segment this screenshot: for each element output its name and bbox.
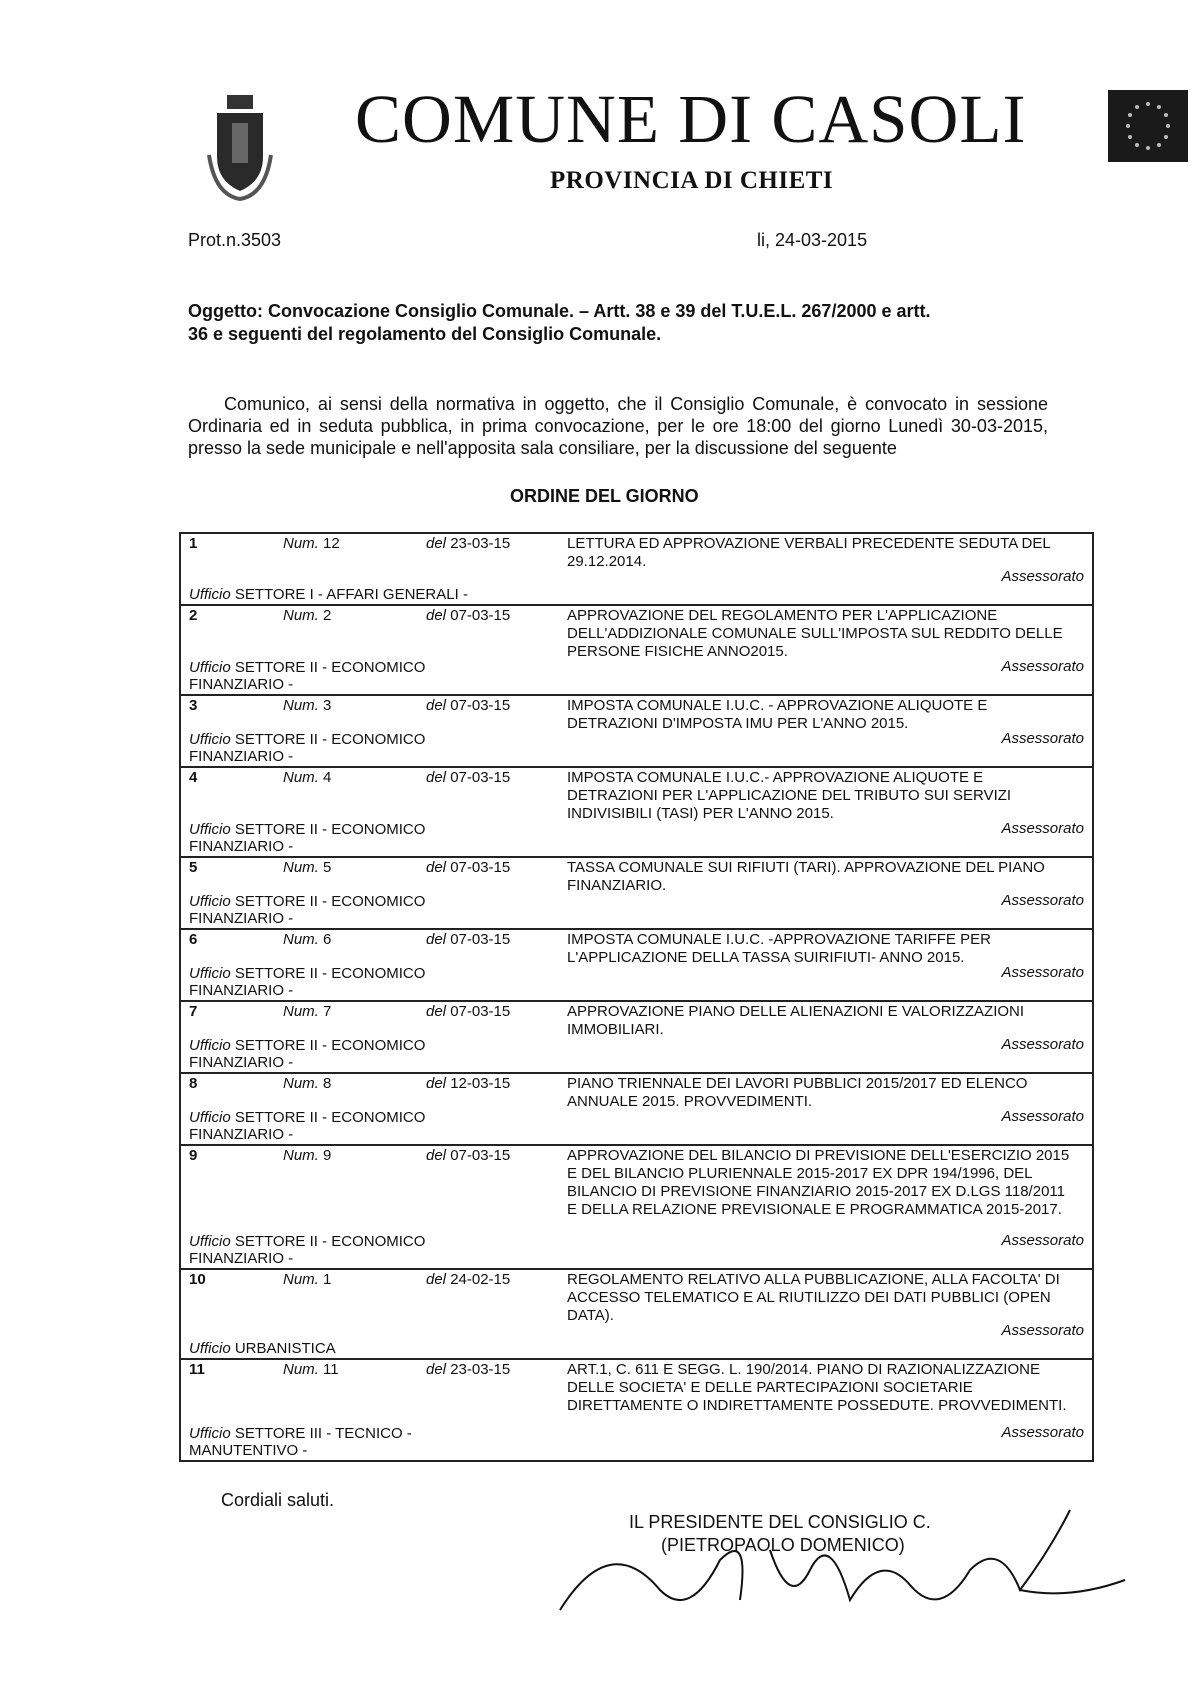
- del-label: del: [426, 1003, 451, 1020]
- item-text: ART.1, C. 611 E SEGG. L. 190/2014. PIANO DI RAZIONALIZZAZIONE DELLE SOCIETA' E DELLE PARTECIPAZIONI SOCIETARIE DIRETTAMENTE O INDIRETTAMENTE POSSEDUTE. PROVVEDIMENTI.: [567, 1361, 1067, 1414]
- agenda-row: [181, 1270, 1092, 1360]
- agenda-item-date: [426, 1003, 510, 1020]
- num-label: Num.: [283, 697, 324, 714]
- assessorato-label: Assessorato: [1001, 1424, 1084, 1441]
- del-label: del: [426, 697, 451, 714]
- item-text: APPROVAZIONE DEL BILANCIO DI PREVISIONE DELL'ESERCIZIO 2015 E DEL BILANCIO PLURIENNALE 2015-2017 EX DPR 194/1996, DEL BILANCIO DI PREVISIONE FINANZIARIO 2015-2017 EX D.LGS 118/2011 E DELLA RELAZIONE PREVISIONALE E PROGRAMMATICA 2015-2017.: [567, 1147, 1070, 1218]
- ufficio-label: Ufficio: [189, 731, 235, 748]
- agenda-item-num: [283, 1361, 339, 1378]
- del-value: 24-02-15: [450, 1271, 511, 1288]
- agenda-row: [181, 696, 1092, 768]
- agenda-item-date: [426, 769, 510, 786]
- num-value: 6: [323, 931, 332, 948]
- del-value: 07-03-15: [450, 769, 511, 786]
- agenda-item-office: [189, 893, 479, 927]
- eu-flag-logo: [1108, 90, 1188, 162]
- del-label: del: [426, 1147, 451, 1164]
- agenda-item-office: [189, 965, 479, 999]
- intro-text: Comunico, ai sensi della normativa in oggetto, che il Consiglio Comunale, è convocato in sessione Ordinaria ed in seduta pubblica, in prima convocazione, per le ore 18:00 del giorno Lunedì 30-03-2015, presso la sede municipale e nell'apposita sala consiliare, per la discussione del seguente: [188, 394, 1048, 458]
- agenda-item-office: [189, 1425, 479, 1459]
- num-label: Num.: [283, 1075, 324, 1092]
- agenda-item-num: [283, 1003, 331, 1020]
- agenda-item-number: [189, 1075, 197, 1092]
- ufficio-label: Ufficio: [189, 1425, 235, 1442]
- agenda-item-date: [426, 1075, 510, 1092]
- agenda-item-office: [189, 731, 479, 765]
- ufficio-label: Ufficio: [189, 1109, 235, 1126]
- agenda-item-date: [426, 1271, 510, 1288]
- agenda-item-number: [189, 535, 197, 552]
- agenda-item-assessorato: [1001, 964, 1084, 981]
- agenda-item-assessorato: [1001, 1322, 1084, 1339]
- num-value: 3: [323, 697, 332, 714]
- num-value: 7: [323, 1003, 332, 1020]
- agenda-item-number: [189, 769, 197, 786]
- office-value: SETTORE II - ECONOMICO FINANZIARIO -: [189, 1037, 426, 1071]
- closing-greeting: Cordiali saluti.: [221, 1490, 335, 1510]
- office-value: SETTORE II - ECONOMICO FINANZIARIO -: [189, 821, 426, 855]
- num-label: Num.: [283, 1147, 324, 1164]
- office-value: SETTORE II - ECONOMICO FINANZIARIO -: [189, 1109, 426, 1143]
- num-label: Num.: [283, 769, 324, 786]
- agenda-item-num: [283, 697, 331, 714]
- del-label: del: [426, 1075, 451, 1092]
- protocol-number: Prot.n.3503: [188, 230, 282, 250]
- item-text: IMPOSTA COMUNALE I.U.C.- APPROVAZIONE ALIQUOTE E DETRAZIONI PER L'APPLICAZIONE DEL TRIBUTO SUI SERVIZI INDIVISIBILI (TASI) PER L'ANNO 2015.: [567, 769, 1012, 822]
- intro-paragraph: [188, 393, 1048, 459]
- agenda-item-assessorato: [1001, 730, 1084, 747]
- agenda-item-office: [189, 1340, 479, 1357]
- ufficio-label: Ufficio: [189, 659, 235, 676]
- subject-block: [188, 300, 1068, 346]
- item-number: 9: [189, 1147, 198, 1164]
- agenda-item-office: [189, 586, 479, 603]
- agenda-item-date: [426, 535, 510, 552]
- municipal-crest-logo: [205, 95, 275, 205]
- num-label: Num.: [283, 859, 324, 876]
- agenda-item-text: [567, 859, 1077, 895]
- del-label: del: [426, 1271, 451, 1288]
- agenda-item-number: [189, 1271, 206, 1288]
- president-name: (PIETROPAOLO DOMENICO): [661, 1535, 905, 1555]
- agenda-item-num: [283, 859, 331, 876]
- del-value: 23-03-15: [450, 535, 511, 552]
- agenda-item-text: [567, 535, 1077, 571]
- office-value: SETTORE I - AFFARI GENERALI -: [234, 586, 468, 603]
- office-value: SETTORE II - ECONOMICO FINANZIARIO -: [189, 965, 426, 999]
- num-label: Num.: [283, 931, 324, 948]
- agenda-item-number: [189, 697, 197, 714]
- agenda-item-text: [567, 1075, 1077, 1111]
- num-value: 8: [323, 1075, 332, 1092]
- ufficio-label: Ufficio: [189, 1037, 235, 1054]
- agenda-row: [181, 1002, 1092, 1074]
- agenda-item-text: [567, 697, 1077, 733]
- item-text: IMPOSTA COMUNALE I.U.C. - APPROVAZIONE ALIQUOTE E DETRAZIONI D'IMPOSTA IMU PER L'ANNO 2015.: [567, 697, 988, 732]
- agenda-item-num: [283, 931, 331, 948]
- agenda-row: [181, 534, 1092, 606]
- agenda-item-office: [189, 1233, 479, 1267]
- agenda-item-assessorato: [1001, 658, 1084, 675]
- agenda-row: [181, 768, 1092, 858]
- agenda-table: [179, 532, 1094, 1462]
- item-text: REGOLAMENTO RELATIVO ALLA PUBBLICAZIONE, ALLA FACOLTA' DI ACCESSO TELEMATICO E AL RIUTILIZZO DEI DATI PUBBLICI (OPEN DATA).: [567, 1271, 1060, 1324]
- ufficio-label: Ufficio: [189, 1340, 235, 1357]
- num-value: 12: [323, 535, 340, 552]
- ufficio-label: Ufficio: [189, 1233, 235, 1250]
- agenda-item-num: [283, 535, 340, 552]
- item-number: 6: [189, 931, 198, 948]
- del-value: 07-03-15: [450, 931, 511, 948]
- ufficio-label: Ufficio: [189, 586, 235, 603]
- agenda-item-text: [567, 607, 1077, 661]
- agenda-item-num: [283, 1271, 331, 1288]
- num-value: 1: [323, 1271, 332, 1288]
- del-label: del: [426, 535, 451, 552]
- num-value: 9: [323, 1147, 332, 1164]
- agenda-item-office: [189, 659, 479, 693]
- agenda-row: [181, 1074, 1092, 1146]
- agenda-item-date: [426, 1361, 510, 1378]
- agenda-item-number: [189, 607, 197, 624]
- agenda-item-assessorato: [1001, 820, 1084, 837]
- agenda-item-number: [189, 1361, 205, 1378]
- office-value: SETTORE II - ECONOMICO FINANZIARIO -: [189, 893, 426, 927]
- agenda-item-num: [283, 1147, 331, 1164]
- agenda-item-assessorato: [1001, 1036, 1084, 1053]
- num-value: 4: [323, 769, 332, 786]
- num-label: Num.: [283, 1361, 324, 1378]
- ufficio-label: Ufficio: [189, 821, 235, 838]
- item-number: 10: [189, 1271, 206, 1288]
- del-value: 07-03-15: [450, 1147, 511, 1164]
- agenda-row: [181, 930, 1092, 1002]
- agenda-item-date: [426, 697, 510, 714]
- agenda-item-text: [567, 1003, 1077, 1039]
- agenda-item-assessorato: [1001, 568, 1084, 585]
- item-text: APPROVAZIONE DEL REGOLAMENTO PER L'APPLICAZIONE DELL'ADDIZIONALE COMUNALE SULL'IMPOSTA SUL REDDITO DELLE PERSONE FISICHE ANNO2015.: [567, 607, 1063, 660]
- agenda-heading: ORDINE DEL GIORNO: [510, 486, 699, 506]
- agenda-row: [181, 858, 1092, 930]
- del-label: del: [426, 607, 451, 624]
- agenda-row: [181, 606, 1092, 696]
- agenda-item-text: [567, 1361, 1077, 1415]
- del-value: 07-03-15: [450, 607, 511, 624]
- item-number: 3: [189, 697, 198, 714]
- office-value: SETTORE II - ECONOMICO FINANZIARIO -: [189, 659, 426, 693]
- item-text: LETTURA ED APPROVAZIONE VERBALI PRECEDENTE SEDUTA DEL 29.12.2014.: [567, 535, 1051, 570]
- num-label: Num.: [283, 1003, 324, 1020]
- assessorato-label: Assessorato: [1001, 1108, 1084, 1125]
- del-label: del: [426, 1361, 451, 1378]
- ufficio-label: Ufficio: [189, 893, 235, 910]
- del-label: del: [426, 931, 451, 948]
- del-label: del: [426, 859, 451, 876]
- num-value: 11: [323, 1361, 339, 1378]
- item-number: 11: [189, 1361, 205, 1378]
- president-title: IL PRESIDENTE DEL CONSIGLIO C.: [629, 1512, 931, 1532]
- agenda-item-num: [283, 769, 331, 786]
- agenda-item-number: [189, 1147, 197, 1164]
- agenda-item-date: [426, 859, 510, 876]
- agenda-item-text: [567, 1147, 1077, 1219]
- agenda-item-number: [189, 859, 197, 876]
- agenda-item-assessorato: [1001, 1424, 1084, 1441]
- item-number: 2: [189, 607, 198, 624]
- item-text: IMPOSTA COMUNALE I.U.C. -APPROVAZIONE TARIFFE PER L'APPLICAZIONE DELLA TASSA SUIRIFIUTI- ANNO 2015.: [567, 931, 991, 966]
- office-value: SETTORE III - TECNICO - MANUTENTIVO -: [189, 1425, 412, 1459]
- agenda-item-office: [189, 821, 479, 855]
- office-value: SETTORE II - ECONOMICO FINANZIARIO -: [189, 1233, 426, 1267]
- subject-line-1: Oggetto: Convocazione Consiglio Comunale. – Artt. 38 e 39 del T.U.E.L. 267/2000 e artt.: [188, 301, 931, 321]
- agenda-item-assessorato: [1001, 1232, 1084, 1249]
- del-value: 07-03-15: [450, 1003, 511, 1020]
- item-text: TASSA COMUNALE SUI RIFIUTI (TARI). APPROVAZIONE DEL PIANO FINANZIARIO.: [567, 859, 1045, 894]
- num-value: 5: [323, 859, 332, 876]
- municipality-title: COMUNE DI CASOLI: [355, 81, 1027, 157]
- subject-line-2: 36 e seguenti del regolamento del Consiglio Comunale.: [188, 324, 662, 344]
- assessorato-label: Assessorato: [1001, 1232, 1084, 1249]
- agenda-item-text: [567, 931, 1077, 967]
- agenda-item-number: [189, 1003, 197, 1020]
- del-label: del: [426, 769, 451, 786]
- document-date: li, 24-03-2015: [757, 230, 868, 250]
- del-value: 23-03-15: [450, 1361, 511, 1378]
- agenda-item-assessorato: [1001, 892, 1084, 909]
- del-value: 07-03-15: [450, 859, 511, 876]
- assessorato-label: Assessorato: [1001, 568, 1084, 585]
- assessorato-label: Assessorato: [1001, 1036, 1084, 1053]
- ufficio-label: Ufficio: [189, 965, 235, 982]
- agenda-item-office: [189, 1109, 479, 1143]
- item-number: 8: [189, 1075, 198, 1092]
- agenda-item-date: [426, 931, 510, 948]
- agenda-item-num: [283, 1075, 331, 1092]
- del-value: 07-03-15: [450, 697, 511, 714]
- agenda-item-num: [283, 607, 331, 624]
- agenda-item-number: [189, 931, 197, 948]
- assessorato-label: Assessorato: [1001, 1322, 1084, 1339]
- office-value: SETTORE II - ECONOMICO FINANZIARIO -: [189, 731, 426, 765]
- del-value: 12-03-15: [450, 1075, 511, 1092]
- assessorato-label: Assessorato: [1001, 892, 1084, 909]
- agenda-row: [181, 1146, 1092, 1270]
- item-text: PIANO TRIENNALE DEI LAVORI PUBBLICI 2015/2017 ED ELENCO ANNUALE 2015. PROVVEDIMENTI.: [567, 1075, 1028, 1110]
- agenda-item-text: [567, 769, 1077, 823]
- assessorato-label: Assessorato: [1001, 964, 1084, 981]
- num-label: Num.: [283, 607, 324, 624]
- item-text: APPROVAZIONE PIANO DELLE ALIENAZIONI E VALORIZZAZIONI IMMOBILIARI.: [567, 1003, 1025, 1038]
- agenda-row: [181, 1360, 1092, 1460]
- agenda-item-date: [426, 1147, 510, 1164]
- item-number: 4: [189, 769, 198, 786]
- item-number: 7: [189, 1003, 198, 1020]
- assessorato-label: Assessorato: [1001, 730, 1084, 747]
- assessorato-label: Assessorato: [1001, 820, 1084, 837]
- assessorato-label: Assessorato: [1001, 658, 1084, 675]
- item-number: 5: [189, 859, 198, 876]
- item-number: 1: [189, 535, 198, 552]
- agenda-item-date: [426, 607, 510, 624]
- num-label: Num.: [283, 1271, 324, 1288]
- num-value: 2: [323, 607, 332, 624]
- num-label: Num.: [283, 535, 324, 552]
- agenda-item-assessorato: [1001, 1108, 1084, 1125]
- agenda-item-text: [567, 1271, 1077, 1325]
- agenda-item-office: [189, 1037, 479, 1071]
- province-subtitle: PROVINCIA DI CHIETI: [550, 167, 834, 194]
- handwritten-signature: [550, 1490, 1130, 1640]
- office-value: URBANISTICA: [234, 1340, 336, 1357]
